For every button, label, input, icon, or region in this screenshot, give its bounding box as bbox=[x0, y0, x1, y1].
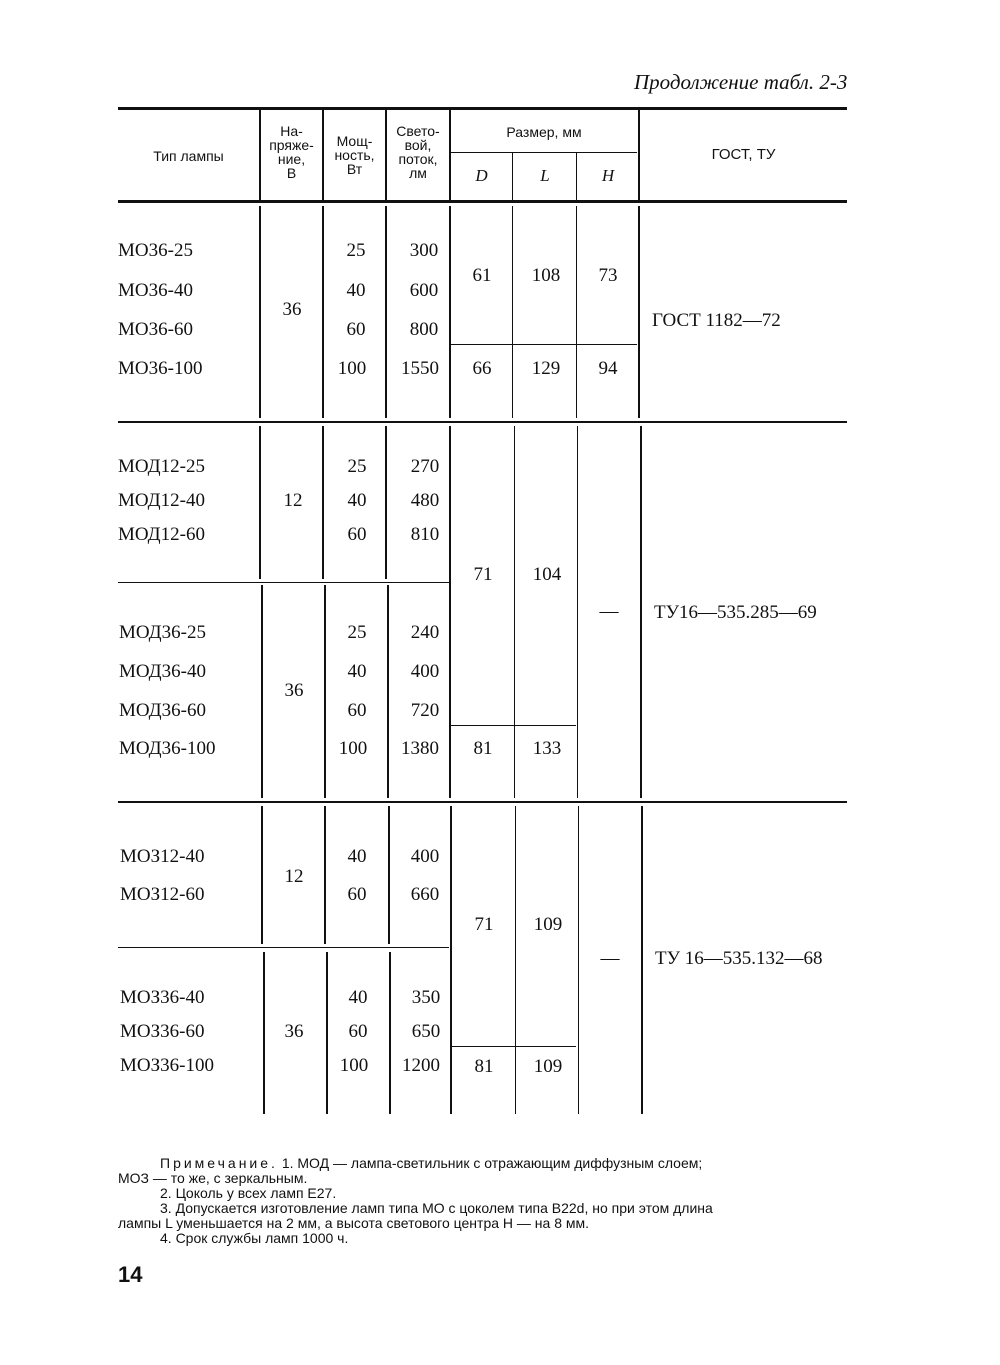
note-2: 2. Цоколь у всех ламп E27. bbox=[160, 1185, 337, 1201]
g3-vline bbox=[388, 806, 390, 944]
dim-d: 81 bbox=[473, 738, 493, 759]
gost-value: ТУ16—535.285—69 bbox=[654, 602, 817, 623]
dim-d: 66 bbox=[472, 358, 492, 379]
dim-h: — bbox=[600, 948, 620, 969]
dim-d: 71 bbox=[474, 914, 494, 935]
g2-vline bbox=[387, 585, 389, 798]
g3-vline bbox=[578, 806, 579, 1114]
header-power: Мощ- ность, Вт bbox=[334, 133, 375, 177]
g1-vline bbox=[385, 206, 387, 418]
g1-vline bbox=[322, 206, 324, 418]
g2-vline bbox=[577, 426, 578, 798]
page-number: 14 bbox=[118, 1262, 143, 1287]
voltage-value: 12 bbox=[283, 490, 303, 511]
lamp-type: МОЗ36-60 bbox=[120, 1021, 205, 1042]
header-l: L bbox=[540, 166, 550, 185]
flux-value: 810 bbox=[410, 524, 440, 545]
lamp-type: МО36-40 bbox=[118, 280, 193, 301]
group1-bottom-rule bbox=[118, 421, 847, 423]
flux-value: 480 bbox=[410, 490, 440, 511]
g2-vline bbox=[261, 585, 263, 798]
lamp-type: МОД36-25 bbox=[119, 622, 206, 643]
header-vline bbox=[576, 153, 577, 200]
header-gost: ГОСТ, ТУ bbox=[711, 146, 776, 163]
voltage-value: 36 bbox=[284, 1021, 304, 1042]
g1-vline bbox=[449, 206, 451, 418]
note-label: Примечание. bbox=[160, 1155, 278, 1171]
g3-vline bbox=[641, 806, 643, 1114]
voltage-value: 36 bbox=[282, 299, 302, 320]
flux-value: 300 bbox=[409, 240, 439, 261]
dim-l: 108 bbox=[531, 265, 561, 286]
flux-value: 240 bbox=[410, 622, 440, 643]
lamp-type: МОД36-40 bbox=[119, 661, 206, 682]
power-value: 25 bbox=[347, 456, 367, 477]
power-value: 60 bbox=[347, 884, 367, 905]
dim-l: 109 bbox=[533, 1056, 563, 1077]
voltage-value: 12 bbox=[284, 866, 304, 887]
header-bottom-rule bbox=[118, 200, 847, 203]
flux-value: 660 bbox=[410, 884, 440, 905]
g3-vline bbox=[515, 806, 516, 1114]
dim-d: 81 bbox=[474, 1056, 494, 1077]
lamp-type: МО36-25 bbox=[118, 240, 193, 261]
dim-d: 61 bbox=[472, 265, 492, 286]
g2-vline bbox=[640, 426, 642, 798]
g3-vline bbox=[389, 952, 391, 1114]
gost-value: ГОСТ 1182—72 bbox=[652, 310, 781, 331]
flux-value: 270 bbox=[410, 456, 440, 477]
lamp-type: МОЗ12-40 bbox=[120, 846, 205, 867]
dim-h: 73 bbox=[598, 265, 618, 286]
lamp-type: МО36-60 bbox=[118, 319, 193, 340]
dim-d: 71 bbox=[473, 564, 493, 585]
group2-split-rule bbox=[118, 582, 449, 583]
lamp-type: МОЗ36-40 bbox=[120, 987, 205, 1008]
power-value: 25 bbox=[346, 240, 366, 261]
flux-value: 1200 bbox=[402, 1055, 440, 1076]
lamp-type: МОД12-40 bbox=[118, 490, 205, 511]
lamp-type: МОД36-100 bbox=[119, 738, 216, 759]
power-value: 60 bbox=[347, 524, 367, 545]
flux-value: 400 bbox=[410, 661, 440, 682]
flux-value: 800 bbox=[409, 319, 439, 340]
flux-value: 1550 bbox=[401, 358, 439, 379]
g1-vline bbox=[576, 206, 577, 418]
table-top-rule bbox=[118, 107, 847, 110]
header-flux: Свето- вой, поток, лм bbox=[396, 123, 440, 181]
note-1: Примечание. 1. МОД — лампа-светильник с отражающим диффузным слоем; bbox=[160, 1155, 703, 1171]
group2-bottom-rule bbox=[118, 801, 847, 803]
power-value: 40 bbox=[347, 661, 367, 682]
g1-vline bbox=[512, 206, 513, 418]
note-4: 4. Срок службы ламп 1000 ч. bbox=[160, 1230, 349, 1246]
dim-l: 133 bbox=[532, 738, 562, 759]
table-caption: Продолжение табл. 2-3 bbox=[634, 70, 848, 94]
power-value: 100 bbox=[338, 738, 368, 759]
header-vline bbox=[449, 110, 451, 200]
note-1-cont: МОЗ — то же, с зеркальным. bbox=[118, 1170, 308, 1186]
power-value: 40 bbox=[347, 490, 367, 511]
power-value: 40 bbox=[348, 987, 368, 1008]
power-value: 40 bbox=[346, 280, 366, 301]
lamp-type: МОД36-60 bbox=[119, 700, 206, 721]
lamp-type: МОД12-25 bbox=[118, 456, 205, 477]
header-d: D bbox=[475, 166, 488, 185]
power-value: 60 bbox=[346, 319, 366, 340]
g3-vline bbox=[261, 806, 263, 944]
flux-value: 400 bbox=[410, 846, 440, 867]
g2-vline bbox=[514, 426, 515, 798]
dim-l: 129 bbox=[531, 358, 561, 379]
dim-h: — bbox=[599, 601, 619, 622]
group1-dim-rule bbox=[451, 344, 637, 345]
power-value: 100 bbox=[339, 1055, 369, 1076]
g1-vline bbox=[638, 206, 640, 418]
group3-dim-rule bbox=[451, 1046, 576, 1047]
header-size: Размер, мм bbox=[506, 124, 582, 140]
g2-vline bbox=[324, 585, 326, 798]
lamp-type: МОД12-60 bbox=[118, 524, 205, 545]
header-vline bbox=[512, 153, 513, 200]
lamp-type: МОЗ36-100 bbox=[120, 1055, 214, 1076]
flux-value: 720 bbox=[410, 700, 440, 721]
flux-value: 1380 bbox=[401, 738, 439, 759]
power-value: 60 bbox=[348, 1021, 368, 1042]
lamp-type: МОЗ12-60 bbox=[120, 884, 205, 905]
flux-value: 350 bbox=[411, 987, 441, 1008]
lamp-type: МО36-100 bbox=[118, 358, 203, 379]
header-h: H bbox=[601, 166, 615, 185]
g1-vline bbox=[259, 206, 261, 418]
flux-value: 600 bbox=[409, 280, 439, 301]
note-3: 3. Допускается изготовление ламп типа МО с цоколем типа B22d, но при этом длина bbox=[160, 1200, 713, 1216]
power-value: 100 bbox=[337, 358, 367, 379]
g2-vline bbox=[259, 426, 261, 579]
power-value: 60 bbox=[347, 700, 367, 721]
power-value: 40 bbox=[347, 846, 367, 867]
group3-split-rule bbox=[118, 947, 449, 948]
note-3-cont: лампы L уменьшается на 2 мм, а высота светового центра H — на 8 мм. bbox=[118, 1215, 590, 1231]
header-lamp-type: Тип лампы bbox=[153, 148, 224, 164]
dim-l: 109 bbox=[533, 914, 563, 935]
flux-value: 650 bbox=[411, 1021, 441, 1042]
header-voltage: На- пряже- ние, В bbox=[269, 123, 314, 181]
g3-vline bbox=[324, 806, 326, 944]
size-header-rule bbox=[451, 152, 637, 153]
gost-value: ТУ 16—535.132—68 bbox=[655, 948, 823, 969]
voltage-value: 36 bbox=[284, 680, 304, 701]
power-value: 25 bbox=[347, 622, 367, 643]
dim-h: 94 bbox=[598, 358, 618, 379]
dim-l: 104 bbox=[532, 564, 562, 585]
